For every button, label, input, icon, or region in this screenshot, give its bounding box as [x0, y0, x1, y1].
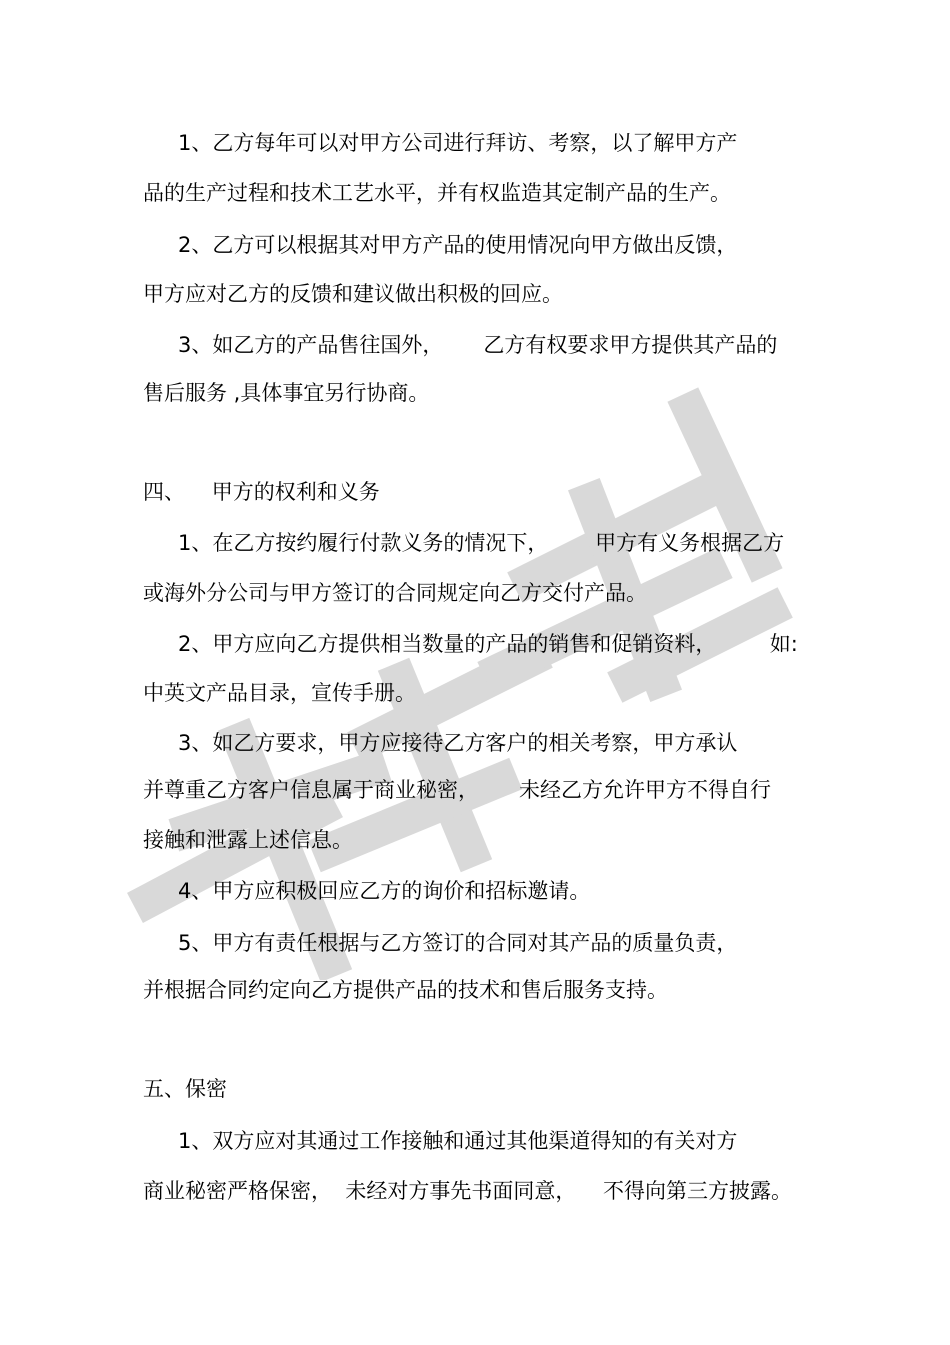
- paragraph-line: 中英文产品目录，宣传手册。: [143, 681, 416, 705]
- paragraph-line: 5、甲方有责任根据与乙方签订的合同对其产品的质量负责，: [178, 931, 738, 955]
- section-heading: 四、 甲方的权利和义务: [143, 480, 380, 504]
- paragraph-line: 3、如乙方的产品售往国外， 乙方有权要求甲方提供其产品的: [178, 333, 778, 357]
- paragraph-line: 3、如乙方要求，甲方应接待乙方客户的相关考察，甲方承认: [178, 731, 738, 755]
- paragraph-line: 2、甲方应向乙方提供相当数量的产品的销售和促销资料， 如:: [178, 632, 798, 656]
- paragraph-line: 或海外分公司与甲方签订的合同规定向乙方交付产品。: [143, 581, 647, 605]
- paragraph-line: 1、乙方每年可以对甲方公司进行拜访、考察，以了解甲方产: [178, 131, 738, 155]
- paragraph-line: 接触和泄露上述信息。: [143, 828, 353, 852]
- paragraph-line: 4、甲方应积极回应乙方的询价和招标邀请。: [178, 879, 591, 903]
- paragraph-line: 品的生产过程和技术工艺水平，并有权监造其定制产品的生产。: [143, 181, 731, 205]
- section-heading: 五、保密: [143, 1077, 227, 1101]
- paragraph-line: 1、双方应对其通过工作接触和通过其他渠道得知的有关对方: [178, 1129, 738, 1153]
- paragraph-line: 甲方应对乙方的反馈和建议做出积极的回应。: [143, 282, 563, 306]
- paragraph-line: 商业秘密严格保密， 未经对方事先书面同意， 不得向第三方披露。: [143, 1179, 793, 1203]
- paragraph-line: 2、乙方可以根据其对甲方产品的使用情况向甲方做出反馈，: [178, 233, 738, 257]
- paragraph-line: 并根据合同约定向乙方提供产品的技术和售后服务支持。: [143, 978, 668, 1002]
- paragraph-line: 1、在乙方按约履行付款义务的情况下， 甲方有义务根据乙方: [178, 531, 785, 555]
- paragraph-line: 售后服务 ,具体事宜另行协商。: [143, 381, 430, 405]
- paragraph-line: 并尊重乙方客户信息属于商业秘密， 未经乙方允许甲方不得自行: [143, 778, 772, 802]
